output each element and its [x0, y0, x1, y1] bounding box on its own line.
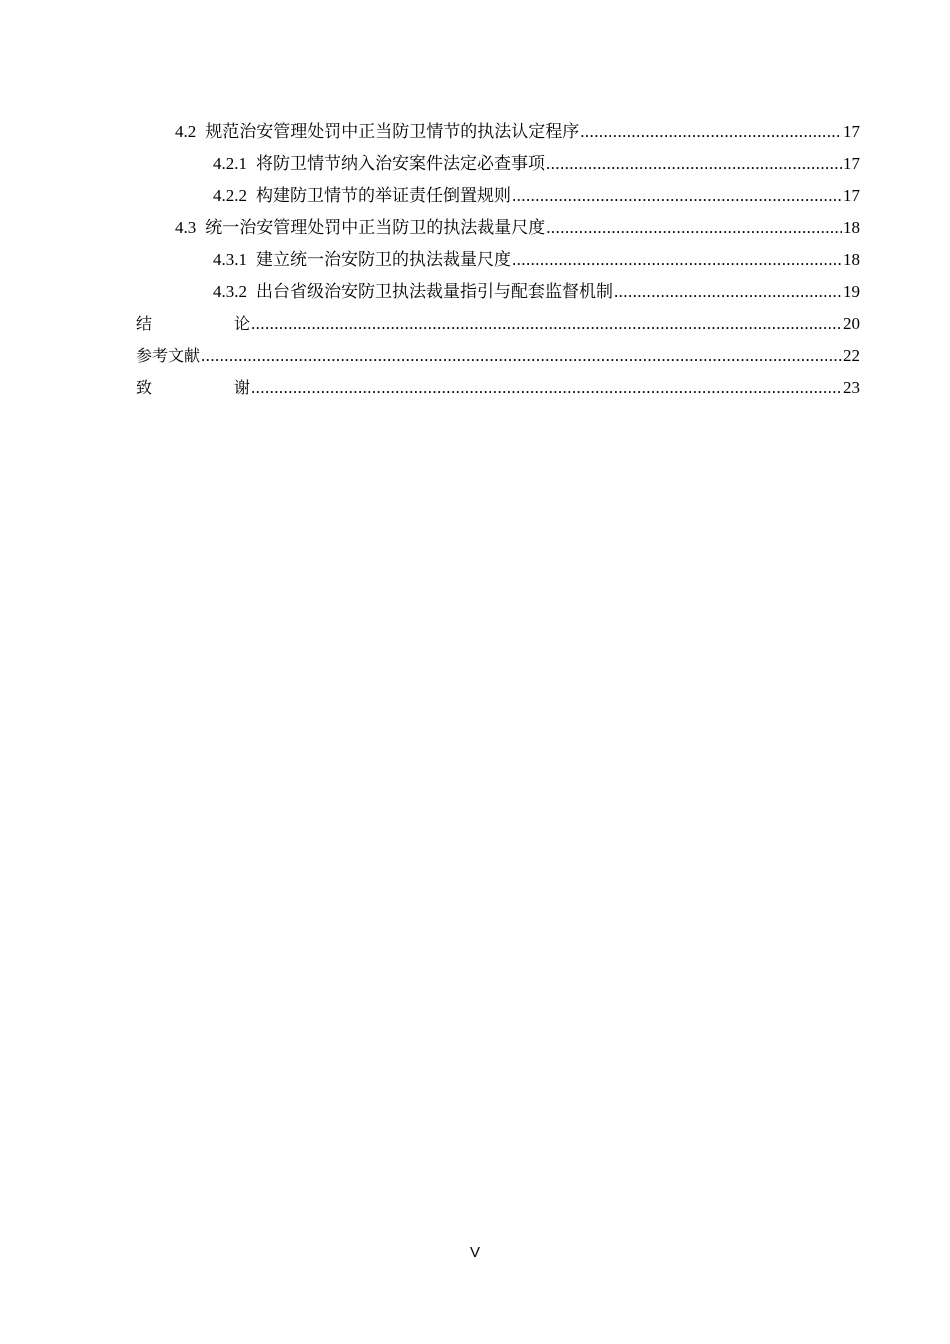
toc-entry-number: 4.2.1	[213, 154, 247, 173]
toc-entry-page: 17	[843, 186, 860, 205]
toc-entry-page: 22	[843, 346, 860, 365]
toc-entry-number: 4.3.1	[213, 250, 247, 269]
toc-entry[interactable]	[175, 214, 860, 238]
toc-entry-title: 将防卫情节纳入治安案件法定必查事项	[256, 154, 545, 173]
toc-entry[interactable]	[213, 278, 860, 302]
toc-entry[interactable]	[213, 150, 860, 174]
toc-title-char: 论	[233, 314, 250, 333]
toc-entry-title: 参考文献	[136, 346, 201, 365]
toc-leader-dots	[512, 186, 842, 206]
toc-entry-page: 18	[843, 250, 860, 269]
toc-entry-title: 建立统一治安防卫的执法裁量尺度	[256, 250, 511, 269]
toc-entry-page: 23	[843, 378, 860, 397]
toc-entry-page: 19	[843, 282, 860, 301]
toc-leader-dots	[580, 122, 842, 142]
toc-leader-dots	[546, 218, 842, 238]
toc-entry-number: 4.2	[175, 122, 197, 141]
toc-entry-title: 出台省级治安防卫执法裁量指引与配套监督机制	[256, 282, 613, 301]
toc-title-char: 结	[136, 314, 153, 333]
toc-entry-conclusion[interactable]	[136, 310, 860, 334]
toc-leader-dots	[201, 346, 842, 366]
toc-entry-page: 17	[843, 122, 860, 141]
toc-leader-dots	[251, 378, 842, 398]
toc-entry-references[interactable]	[136, 342, 860, 366]
toc-entry-title: 构建防卫情节的举证责任倒置规则	[256, 186, 511, 205]
toc-entry-number: 4.3	[175, 218, 197, 237]
toc-entry-number: 4.2.2	[213, 186, 247, 205]
toc-entry-page: 18	[843, 218, 860, 237]
toc-leader-dots	[546, 154, 842, 174]
toc-entry-title: 统一治安管理处罚中正当防卫的执法裁量尺度	[205, 218, 546, 237]
toc-entry-title	[136, 314, 250, 334]
toc-entry-title: 规范治安管理处罚中正当防卫情节的执法认定程序	[205, 122, 580, 141]
toc-leader-dots	[614, 282, 842, 302]
toc-entry-title	[136, 378, 250, 398]
toc-entry[interactable]	[213, 246, 860, 270]
toc-entry[interactable]	[175, 118, 860, 142]
toc-entry-acknowledgements[interactable]	[136, 374, 860, 398]
toc-entry[interactable]	[213, 182, 860, 206]
toc-title-char: 谢	[233, 378, 250, 397]
toc-leader-dots	[251, 314, 842, 334]
page-number: V	[469, 1244, 480, 1261]
toc-entry-page: 20	[843, 314, 860, 333]
toc-title-char: 致	[136, 378, 153, 397]
toc-entry-number: 4.3.2	[213, 282, 247, 301]
toc-entry-page: 17	[843, 154, 860, 173]
toc-leader-dots	[512, 250, 842, 270]
